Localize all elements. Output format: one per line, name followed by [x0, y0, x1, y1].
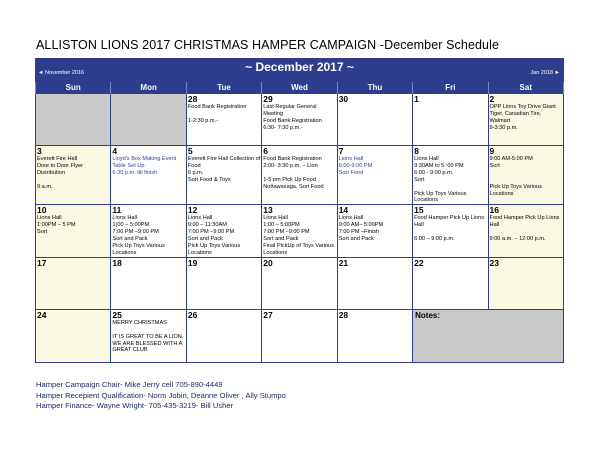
day-number: 23: [489, 257, 499, 268]
day-number: 30: [338, 94, 349, 104]
week-row-3: [36, 205, 564, 257]
day-events: Food Hamper Pick Up Lions Hall 6:00 – 9:00 p.m.: [414, 215, 485, 243]
day-number: 10: [37, 205, 47, 216]
day-cell[interactable]: [337, 94, 412, 146]
day-cell[interactable]: [413, 146, 488, 205]
weekday-tue: Tue: [186, 82, 261, 94]
weekday-sun: Sun: [36, 82, 111, 94]
day-cell[interactable]: [186, 146, 261, 205]
month-title: ~ December 2017 ~: [245, 60, 354, 74]
day-cell[interactable]: [262, 257, 337, 309]
day-events: Lions Hall 9:00 AM– 5:00PM 7:00 PM –Finish Sort and Pack: [338, 215, 384, 243]
page-title: ALLISTON LIONS 2017 CHRISTMAS HAMPER CAMPAIGN -December Schedule: [36, 38, 500, 52]
day-events: MERRY CHRISTMAS IT IS GREAT TO BE A LION, WE ARE BLESSED WITH A GREAT CLUB: [112, 319, 184, 354]
footer-line-chair: Hamper Campaign Chair- Mike Jerry cell 705-890-4449: [36, 380, 223, 389]
day-events: 9:00 AM-5:00 PM Sort Pick Up Toys Various Locations: [489, 156, 542, 197]
day-cell[interactable]: [111, 146, 186, 205]
day-cell[interactable]: [186, 205, 261, 257]
week-row-4: [36, 257, 564, 309]
day-number: 17: [37, 257, 47, 268]
weekday-fri: Fri: [413, 82, 488, 94]
day-cell[interactable]: [262, 309, 337, 362]
day-cell[interactable]: [337, 309, 412, 362]
day-events: Lions Hall 6:00-9:00 PM Sort Food: [338, 156, 373, 176]
weekday-wed: Wed: [262, 82, 337, 94]
day-number: 5: [187, 146, 193, 156]
day-number: 4: [112, 146, 118, 156]
day-events: Food Bank Registration 2:00- 3:30 p.m. – Lion 1-5 pm Pick Up Food Nottawasaga, Sort Food: [263, 156, 324, 190]
day-events: Everett Fire Hall Door to Door Flyer Distribution 9 a.m.: [37, 156, 84, 190]
day-events: Last Regular General Meeting Food Bank Registration 6:30- 7:30 p.m.-: [263, 104, 322, 131]
day-cell[interactable]: [488, 94, 563, 146]
day-cell[interactable]: [337, 146, 412, 205]
day-number: 16: [489, 205, 499, 216]
day-number: 18: [112, 257, 122, 268]
day-number: 7: [338, 146, 344, 156]
day-events: Lions Hall 1:00 – 5:00PM 7:00 PM –9:00 PM Sort and Pack Final PickUp of Toys Various Locations: [263, 215, 334, 256]
day-number: 13: [263, 205, 273, 216]
day-cell[interactable]: [337, 257, 412, 309]
day-number: 8: [414, 146, 419, 156]
day-cell[interactable]: [488, 205, 563, 257]
week-row-1: [36, 94, 564, 146]
day-number: 9: [489, 146, 495, 156]
day-number: 24: [37, 309, 47, 320]
day-cell[interactable]: [262, 205, 337, 257]
weekday-header-row: [36, 82, 564, 94]
day-number: 15: [414, 205, 424, 216]
day-number: 6: [263, 146, 268, 156]
day-cell[interactable]: [36, 309, 111, 362]
day-number: 25: [112, 309, 122, 320]
day-events: OPP Lions Toy Drive Giant Tiger, Canadian Tire, Walmart 9-3:30 p.m.: [489, 104, 556, 131]
day-cell[interactable]: [488, 146, 563, 205]
day-cell[interactable]: [36, 257, 111, 309]
day-cell[interactable]: [36, 205, 111, 257]
day-cell[interactable]: [111, 257, 186, 309]
day-number: 2: [489, 94, 495, 104]
day-cell[interactable]: [337, 205, 412, 257]
week-row-5: [36, 309, 564, 362]
day-cell[interactable]: [413, 94, 488, 146]
calendar-banner: [35, 58, 564, 82]
weekday-mon: Mon: [111, 82, 186, 94]
day-number: 1: [414, 94, 419, 104]
calendar: [35, 58, 564, 363]
day-events: Lions Hall 9:30AM to 5 :00 PM 6:00 - 9:00 p.m. Sort Pick Up Toys Various Locations: [414, 156, 467, 204]
week-row-2: [36, 146, 564, 205]
day-cell-blank: [36, 94, 111, 146]
next-month-link[interactable]: Jan 2018 ►: [530, 70, 560, 76]
day-cell[interactable]: [488, 257, 563, 309]
day-number: 11: [112, 205, 122, 216]
day-number: 3: [37, 146, 42, 156]
day-number: 12: [187, 205, 198, 216]
day-number: 28: [338, 309, 349, 320]
day-cell[interactable]: [186, 309, 261, 362]
day-cell[interactable]: [186, 257, 261, 309]
day-number: 28: [187, 94, 198, 104]
day-cell[interactable]: [413, 205, 488, 257]
day-events: Food Bank Registration 1-2:30 p.m.-: [187, 104, 247, 124]
notes-label: Notes:: [415, 310, 440, 320]
day-cell[interactable]: [111, 309, 186, 362]
day-events: Everett Fire Hall Collection of Food 6 p.m. Sort Food & Toys: [187, 156, 261, 183]
day-number: 14: [338, 205, 349, 216]
day-cell[interactable]: [413, 257, 488, 309]
day-events: Lions Hall 1:00PM – 5 PM Sort: [37, 215, 76, 236]
day-number: 27: [263, 309, 273, 320]
day-number: 21: [338, 257, 349, 268]
day-number: 29: [263, 94, 273, 104]
notes-cell[interactable]: [413, 309, 564, 362]
day-cell[interactable]: [36, 146, 111, 205]
weekday-thu: Thu: [337, 82, 412, 94]
day-events: Lions Hall 9:00 – 11:30AM 7:00 PM –9:00 PM Sort and Pack Pick Up Toys Various Locations: [187, 215, 241, 256]
day-cell-blank: [111, 94, 186, 146]
footer-line-qualification: Hamper Recepient Qualification- Norm Jobin, Deanne Oliver , Ally Stumpo: [36, 390, 286, 400]
day-cell[interactable]: [262, 94, 337, 146]
day-cell[interactable]: [186, 94, 261, 146]
day-number: 22: [414, 257, 424, 268]
weekday-sat: Sat: [488, 82, 563, 94]
day-events: Lions Hall 1(00 – 5:00PM 7:00 PM –9:00 PM Sort and Pack Pick Up Toys Various Locations: [112, 215, 165, 256]
prev-month-link[interactable]: ◄ November 2016: [38, 70, 85, 76]
day-events: Lloyd's Box Making Event Table Set Up 6:30 p.m. till finish: [112, 156, 177, 176]
day-cell[interactable]: [111, 205, 186, 257]
footer-line-finance: Hamper Finance- Wayne Wright- 705-435-3219- Bill Usher: [36, 401, 234, 411]
contacts-footer: [36, 380, 286, 412]
day-number: 20: [263, 257, 273, 268]
day-events: Food Hamper Pick Up Lions Hall 9:00 a.m. – 12:00 p.m.: [489, 215, 560, 243]
day-number: 19: [187, 257, 198, 268]
day-number: 26: [187, 309, 198, 320]
calendar-grid: [35, 82, 564, 363]
day-cell[interactable]: [262, 146, 337, 205]
